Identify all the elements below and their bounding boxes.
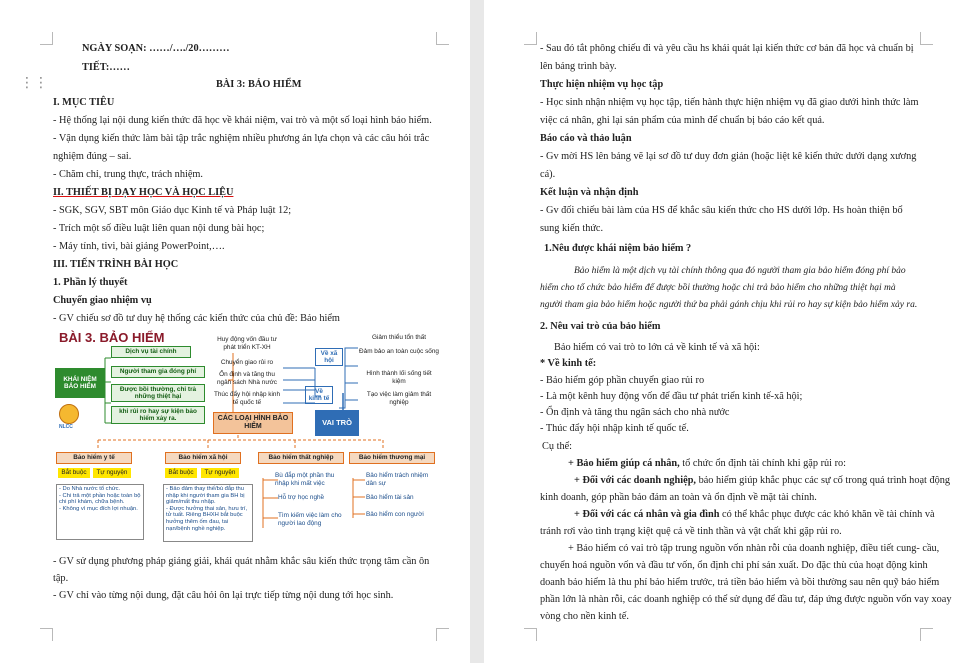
sub-heading: * Về kinh tế:: [540, 358, 597, 369]
mind-map-image: [53, 328, 443, 546]
paragraph: tập.: [53, 573, 69, 584]
section-heading: III. TIẾN TRÌNH BÀI HỌC: [53, 259, 179, 270]
concept-box: KHÁI NIỆM BẢO HIỂM: [55, 368, 105, 398]
list-item: - Ổn định và tăng thu ngân sách cho nhà nước: [540, 407, 730, 418]
paragraph: [574, 508, 935, 521]
paragraph: sung kiến thức.: [540, 223, 604, 234]
concept-item: khi rủi ro hay sự kiện bảo hiểm xảy ra.: [111, 406, 205, 424]
paragraph: + Bảo hiểm có vai trò tập trung nguồn vốn nhàn rỗi của doanh nghiệp, điều tiết cung- cầu,: [568, 543, 940, 554]
diagram-title: BÀI 3. BẢO HIỂM: [59, 330, 165, 345]
crop-mark: [524, 32, 537, 45]
role-item: Thúc đẩy hội nhập kinh tế quốc tế: [213, 391, 281, 406]
paragraph: [568, 457, 846, 470]
list-item: - Thúc đẩy hội nhập kinh tế quốc tế.: [540, 423, 689, 434]
type-item: Hỗ trợ học nghề: [278, 494, 325, 501]
crop-mark: [436, 628, 449, 641]
paragraph: tránh rơi vào tình trạng kiệt quệ cả về tinh thần và vật chất khi gặp rủi ro.: [540, 526, 842, 537]
paragraph: phần lớn là nhàn rỗi, các doanh nghiệp có thể sử dụng để đầu tư, đáp ứng được nguồn vốn vay xoay: [540, 594, 952, 605]
sub-heading: Báo cáo và thảo luận: [540, 133, 632, 144]
list-item: - Là một kênh huy động vốn để đầu tư phát triển kinh tế-xã hội;: [540, 391, 803, 402]
text-run: có thể khắc phục được các khó khăn về tài chính và: [719, 509, 935, 520]
text-run: bảo hiểm giúp khắc phục các sự cố trong quá trình hoạt động: [696, 475, 951, 486]
type-commercial-box: Bảo hiểm thương mại: [349, 452, 435, 464]
sub-heading: 1. Phần lý thuyết: [53, 277, 128, 288]
note-line: - Chi trả một phần hoặc toàn bộ chi phí khám, chữa bệnh.: [59, 492, 141, 506]
paragraph: - Trích một số điều luật liên quan nội dung bài học;: [53, 223, 265, 234]
paragraph: - Vận dụng kiến thức làm bài tập trắc nghiệm nhiều phương án lựa chọn và các câu hỏi trắc: [53, 133, 430, 144]
section-heading: II. THIẾT BỊ DẠY HỌC VÀ HỌC LIỆU: [53, 187, 234, 198]
type-notes: [163, 484, 253, 542]
note-line: - Không vì mục đích lợi nhuận.: [59, 505, 138, 512]
paragraph: - Hệ thống lại nội dung kiến thức đã học về khái niệm, vai trò và một số loại hình bảo hiểm.: [53, 115, 432, 126]
type-tag: Tự nguyện: [93, 468, 131, 478]
type-unemployment-box: Bảo hiểm thất nghiệp: [258, 452, 344, 464]
role-item: Huy động vốn đầu tư phát triển KT-XH: [217, 336, 277, 351]
right-page: [484, 0, 956, 663]
definition-text: người tham gia bảo hiểm hoặc người thứ ba phải gánh chịu khi rủi ro hay sự kiện bảo hiểm xảy ra.: [540, 300, 918, 310]
drag-handle-icon[interactable]: ⋮⋮: [20, 75, 48, 91]
list-item: - Bảo hiểm góp phần chuyển giao rủi ro: [540, 375, 705, 386]
concept-item: Được bồi thường, chi trả những thiệt hại: [111, 384, 205, 402]
paragraph: - GV chỉ vào từng nội dung, đặt câu hỏi ôn lại trực tiếp từng nội dung tới học sinh.: [53, 590, 394, 601]
type-notes: [56, 484, 144, 540]
types-title-box: CÁC LOẠI HÌNH BẢO HIỂM: [213, 412, 293, 434]
paragraph: kinh doanh, góp phần bảo đảm an toàn và ổn định về mặt tài chính.: [540, 492, 817, 503]
role-social-item: Đảm bảo an toàn cuộc sống: [359, 348, 439, 355]
vai-tro-box: VAI TRÒ: [315, 410, 359, 436]
left-page: [0, 0, 470, 663]
type-item: Bảo hiểm trách nhiệm dân sự: [366, 472, 429, 487]
type-item: Bảo hiểm con người: [366, 511, 424, 518]
definition-text: hiểm cho tổ chức bảo hiểm để được bồi thường hoặc chi trả bảo hiểm cho những thiệt hại mà: [540, 283, 896, 293]
paragraph: doanh bảo hiểm là thu phí bảo hiểm trước, trả tiền bảo hiểm và bồi thường sau nên quỹ bảo hiểm: [540, 577, 940, 588]
paragraph: [574, 474, 950, 487]
type-health-box: Bảo hiểm y tế: [56, 452, 132, 464]
paragraph: - Học sinh nhận nhiệm vụ học tập, tiến hành thực hiện nhiệm vụ đã giao dưới hình thức làm: [540, 97, 919, 108]
question-heading: 1.Nêu được khái niệm bảo hiểm ?: [544, 243, 692, 254]
crop-mark: [920, 628, 933, 641]
bold-run: + Đối với các doanh nghiệp,: [574, 475, 696, 486]
type-item: Bù đắp một phần thu nhập khi mất việc: [275, 472, 335, 487]
paragraph: - Máy tính, tivi, bài giảng PowerPoint,….: [53, 241, 225, 252]
period-line: TIẾT:……: [82, 62, 130, 73]
paragraph: chuyển hoá nguồn vốn và đầu tư vốn, ổn định chi phí sản xuất. Do đặc thù của hoạt động kinh: [540, 560, 928, 571]
concept-item: Người tham gia đóng phí: [111, 366, 205, 378]
note-line: - Được hưởng thai sản, hưu trí, tử tuất. Riêng BHXH bắt buộc hưởng thêm ốm đau, tai nạn/bệnh nghề nghiệp.: [166, 505, 248, 532]
paragraph: - Gv mời HS lên bảng vẽ lại sơ đồ tư duy đơn giản (hoặc liệt kê kiến thức dưới dạng xương: [540, 151, 917, 162]
logo-text: NLCC: [59, 424, 73, 430]
type-tag: Bắt buộc: [58, 468, 90, 478]
bold-run: + Bảo hiểm giúp cá nhân,: [568, 458, 680, 469]
crop-mark: [436, 32, 449, 45]
paragraph: - Chăm chỉ, trung thực, trách nhiệm.: [53, 169, 203, 180]
paragraph: - Gv đối chiếu bài làm của HS để khắc sâu kiến thức cho HS dưới lớp. Hs hoàn thiện bổ: [540, 205, 903, 216]
role-social-item: Hình thành lối sống tiết kiệm: [366, 370, 432, 385]
crop-mark: [40, 628, 53, 641]
role-social-item: Tạo việc làm giảm thất nghiệp: [366, 391, 432, 406]
paragraph: - SGK, SGV, SBT môn Giáo dục Kinh tế và Pháp luật 12;: [53, 205, 292, 216]
sub-heading: Kết luận và nhận định: [540, 187, 639, 198]
type-item: Bảo hiểm tài sản: [366, 494, 414, 501]
concept-item: Dịch vụ tài chính: [111, 346, 191, 358]
definition-text: Bảo hiểm là một dịch vụ tài chính thông qua đó người tham gia bảo hiểm đóng phí bảo: [574, 266, 906, 276]
crop-mark: [920, 32, 933, 45]
sub-heading: Thực hiện nhiệm vụ học tập: [540, 79, 664, 90]
role-economic-box: Về kinh tế: [305, 386, 333, 404]
type-item: Tìm kiếm việc làm cho người lao động: [278, 512, 342, 527]
role-item: Ổn định và tăng thu ngân sách Nhà nước: [217, 371, 277, 386]
type-tag: Bắt buộc: [165, 468, 197, 478]
type-tag: Tự nguyện: [201, 468, 239, 478]
sub-heading: Chuyển giao nhiệm vụ: [53, 295, 152, 306]
paragraph: vòng cho nền kinh tế.: [540, 611, 629, 622]
paragraph: việc cá nhân, ghi lại sản phẩm của mình để chuẩn bị báo cáo kết quả.: [540, 115, 825, 126]
bold-run: + Đối với các cá nhân và gia đình: [574, 509, 720, 520]
logo-icon: [59, 404, 79, 424]
question-heading: 2. Nêu vai trò của bảo hiểm: [540, 321, 661, 332]
paragraph: Bảo hiểm có vai trò to lớn cả về kinh tế và xã hội:: [554, 342, 760, 353]
paragraph: lên bảng trình bày.: [540, 61, 617, 72]
crop-mark: [40, 32, 53, 45]
text-run: tổ chức ổn định tài chính khi gặp rủi ro:: [679, 458, 847, 469]
type-social-box: Bảo hiểm xã hội: [165, 452, 241, 464]
paragraph: - Sau đó tắt phông chiếu đi và yêu cầu hs khái quát lại kiến thức cơ bản đã học và chuẩn bị: [540, 43, 914, 54]
section-heading: I. MỤC TIÊU: [53, 97, 115, 108]
paragraph: Cụ thể:: [542, 441, 573, 452]
role-social-item: Giảm thiểu tổn thất: [372, 334, 426, 341]
paragraph: cá).: [540, 169, 556, 180]
role-social-box: Về xã hội: [315, 348, 343, 366]
date-line: NGÀY SOẠN: ……/…./20………: [82, 43, 230, 54]
lesson-title: BÀI 3: BẢO HIỂM: [216, 79, 302, 90]
crop-mark: [524, 628, 537, 641]
role-item: Chuyển giao rủi ro: [220, 359, 274, 366]
paragraph: - GV sử dụng phương pháp giảng giải, khái quát nhằm khắc sâu kiến thức trọng tâm cần ôn: [53, 556, 430, 567]
note-line: - Do Nhà nước tổ chức.: [59, 486, 121, 492]
note-line: - Bảo đảm thay thế/bù đắp thu nhập khi người tham gia BH bị giảm/mất thu nhập.: [166, 486, 245, 506]
paragraph: nghiệm đúng – sai.: [53, 151, 132, 162]
paragraph: - GV chiếu sơ đồ tư duy hệ thống các kiến thức của chủ đề: Bảo hiểm: [53, 313, 340, 324]
